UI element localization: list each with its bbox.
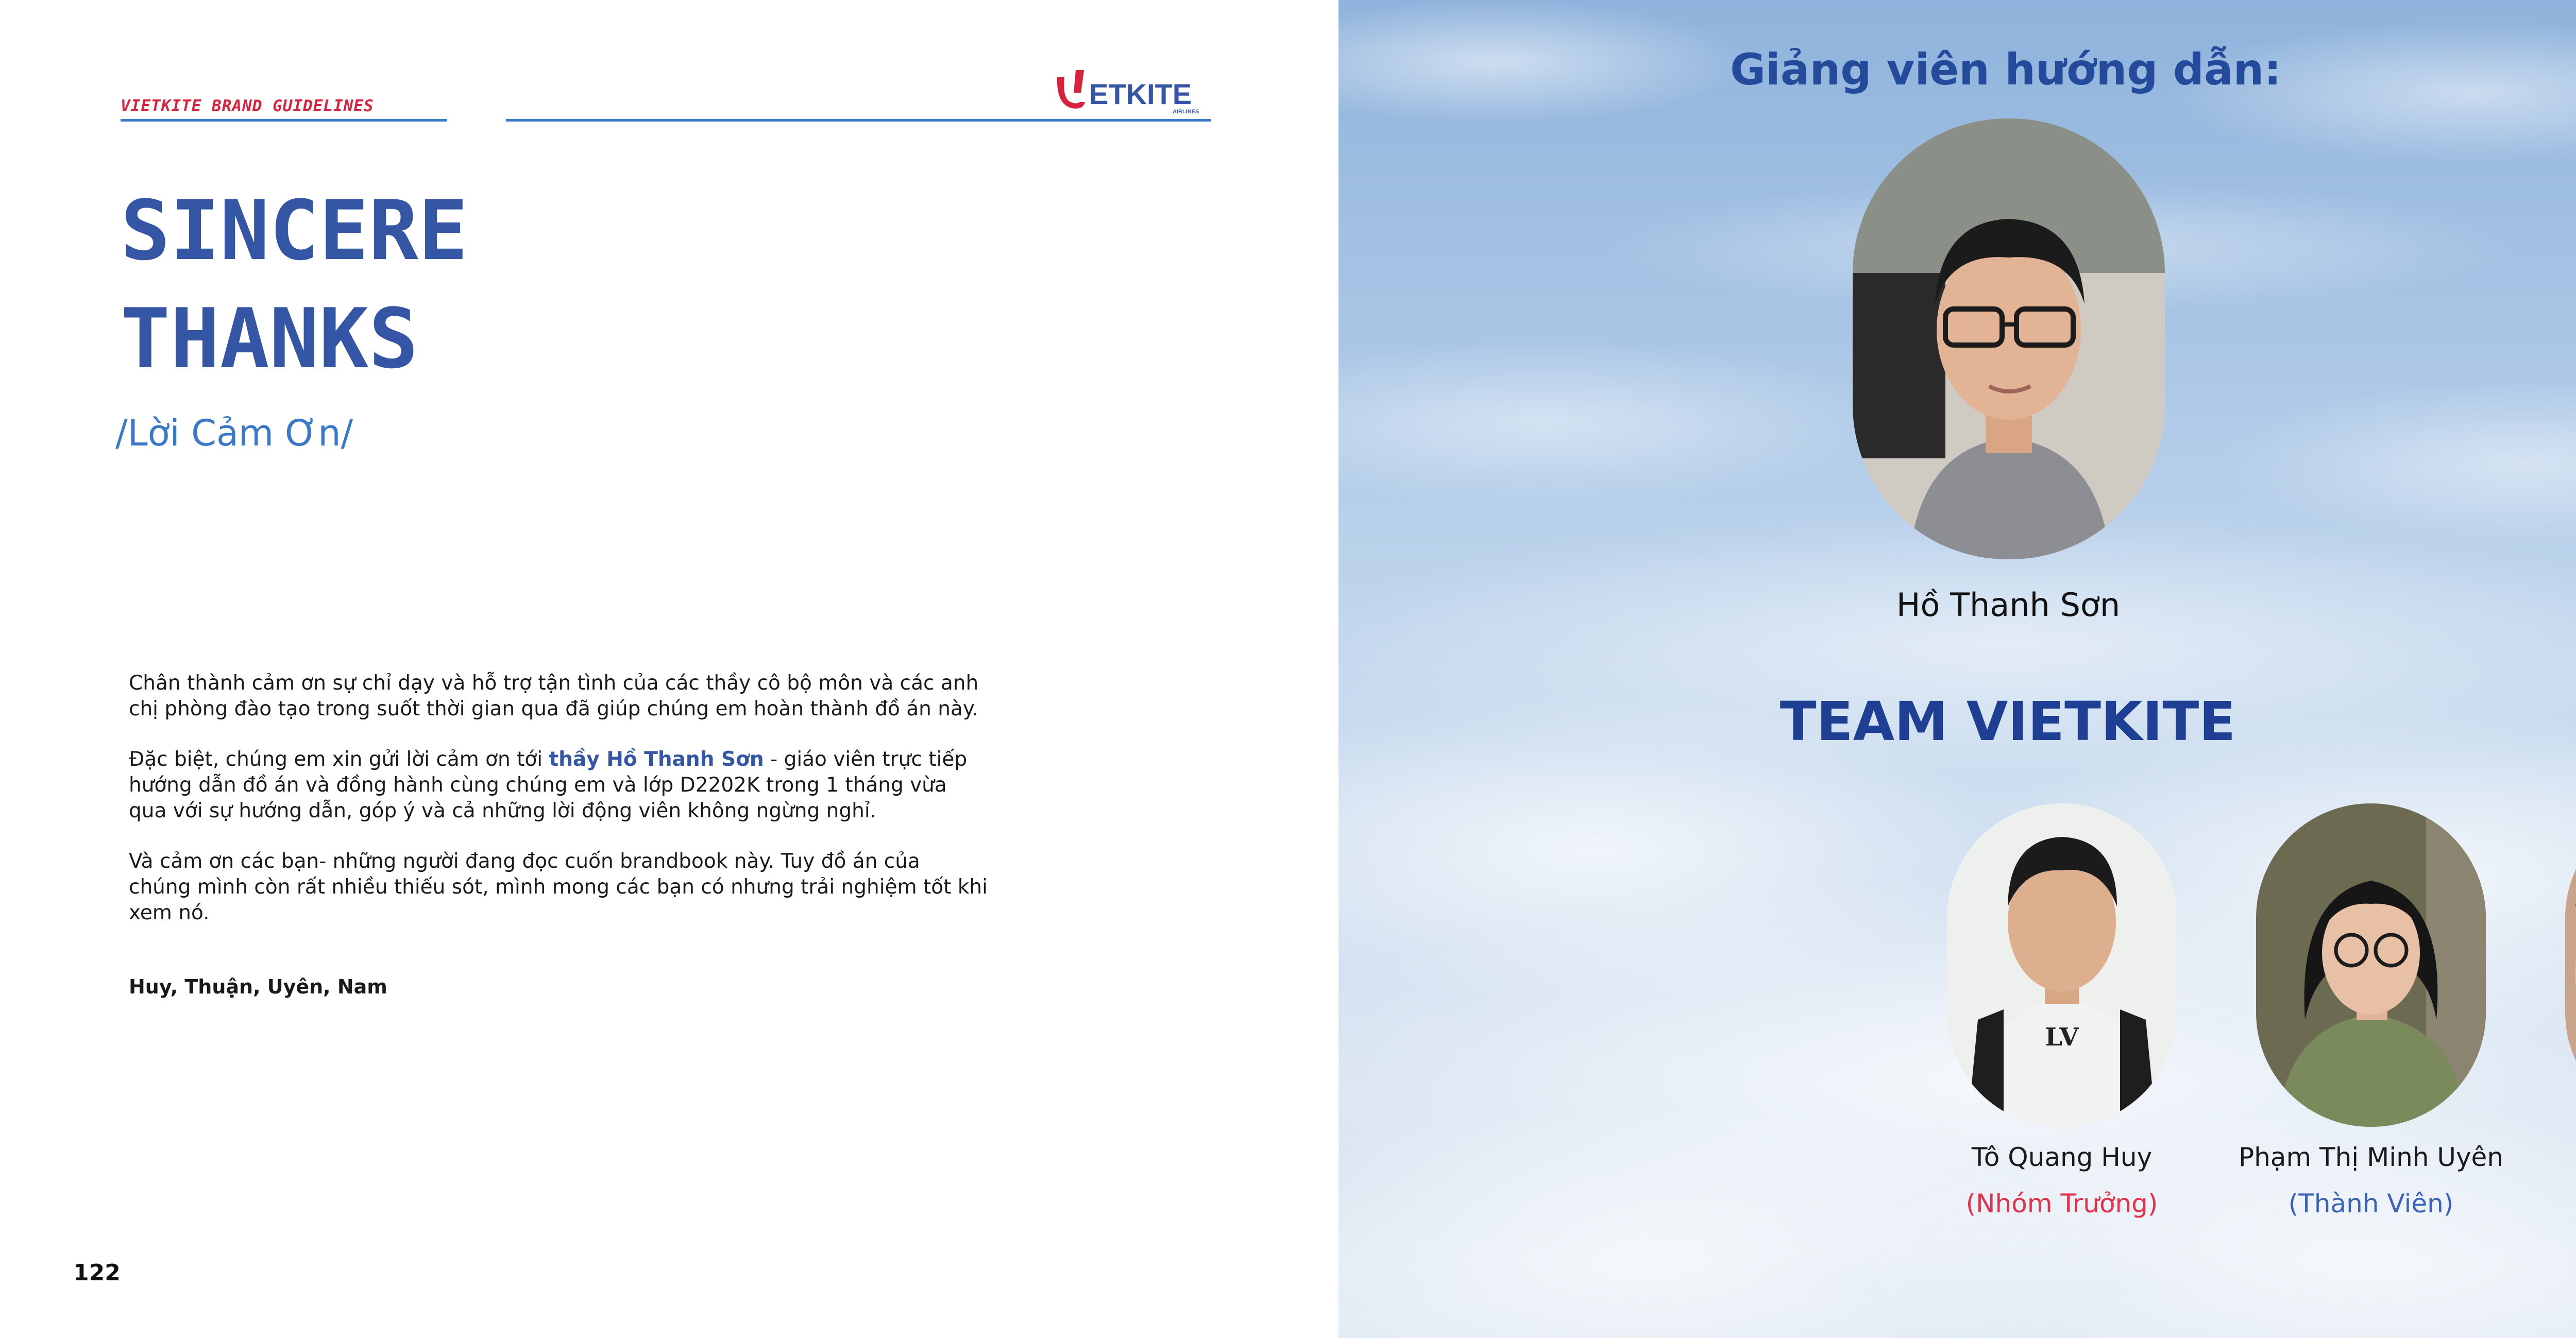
page-number: 122 bbox=[73, 1260, 121, 1286]
member-role bbox=[2526, 1189, 2576, 1219]
paragraph-line: Chân thành cảm ơn sự chỉ dạy và hỗ trợ tận tình của các thầy cô bộ môn và các anh bbox=[129, 672, 979, 695]
header-rule-short bbox=[121, 119, 447, 122]
team-heading: TEAM VIETKITE bbox=[1780, 690, 2236, 753]
paragraph-line: xem nó. bbox=[129, 901, 210, 924]
paragraph-line: chị phòng đào tạo trong suốt thời gian qua đã giúp chúng em hoàn thành đồ án này. bbox=[129, 697, 978, 721]
paragraph-line: Và cảm ơn các bạn- những người đang đọc cuốn brandbook này. Tuy đồ án của bbox=[129, 850, 920, 873]
title-line-2: THANKS bbox=[121, 290, 418, 387]
member-portrait-icon bbox=[2256, 803, 2486, 1127]
paragraph-line: chúng mình còn rất nhiều thiếu sót, mình mong các bạn có nhưng trải nghiệm tốt khi bbox=[129, 876, 988, 899]
title-line-1: SINCERE bbox=[121, 182, 468, 279]
member-portrait-icon bbox=[1947, 803, 2177, 1127]
signature: Huy, Thuận, Uyên, Nam bbox=[129, 975, 387, 998]
member-name bbox=[2526, 1142, 2576, 1172]
advisor-highlight: thầy Hồ Thanh Sơn bbox=[549, 748, 764, 771]
header-rule-long bbox=[506, 119, 1211, 122]
advisor-heading: Giảng viên hướng dẫn: bbox=[1730, 44, 2281, 95]
subtitle: /Lời Cảm Ơn/ bbox=[115, 412, 353, 454]
vietkite-logo-icon bbox=[1053, 60, 1213, 116]
paragraph-line bbox=[129, 747, 1005, 773]
paragraph-line: qua với sự hướng dẫn, góp ý và cả những lời động viên không ngừng nghỉ. bbox=[129, 799, 877, 822]
logo-subtext: AIRLINES bbox=[1173, 109, 1199, 115]
right-page bbox=[1338, 0, 2576, 1338]
paragraph-reader-thanks bbox=[129, 849, 1005, 926]
advisor-name: Hồ Thanh Sơn bbox=[1896, 586, 2121, 624]
advisor-portrait-icon bbox=[1853, 118, 2165, 559]
member-name: Phạm Thị Minh Uyên bbox=[2238, 1142, 2504, 1172]
svg-text:LV: LV bbox=[2045, 1023, 2079, 1052]
paragraph-advisor-thanks bbox=[129, 747, 1005, 824]
header-tag: VIETKITE BRAND GUIDELINES bbox=[121, 97, 374, 115]
paragraph-gratitude bbox=[129, 671, 1005, 722]
paragraph-lead: Đặc biệt, chúng em xin gửi lời cảm ơn tới bbox=[129, 748, 549, 771]
member-role: (Nhóm Trưởng) bbox=[1965, 1189, 2158, 1219]
logo-text: ETKITE bbox=[1089, 78, 1192, 110]
member-role: (Thành Viên) bbox=[2288, 1189, 2454, 1219]
paragraph-rest: - giáo viên trực tiếp bbox=[764, 748, 968, 771]
member-name: Tô Quang Huy bbox=[1971, 1142, 2153, 1172]
paragraph-line: hướng dẫn đồ án và đồng hành cùng chúng em và lớp D2202K trong 1 tháng vừa bbox=[129, 774, 947, 797]
